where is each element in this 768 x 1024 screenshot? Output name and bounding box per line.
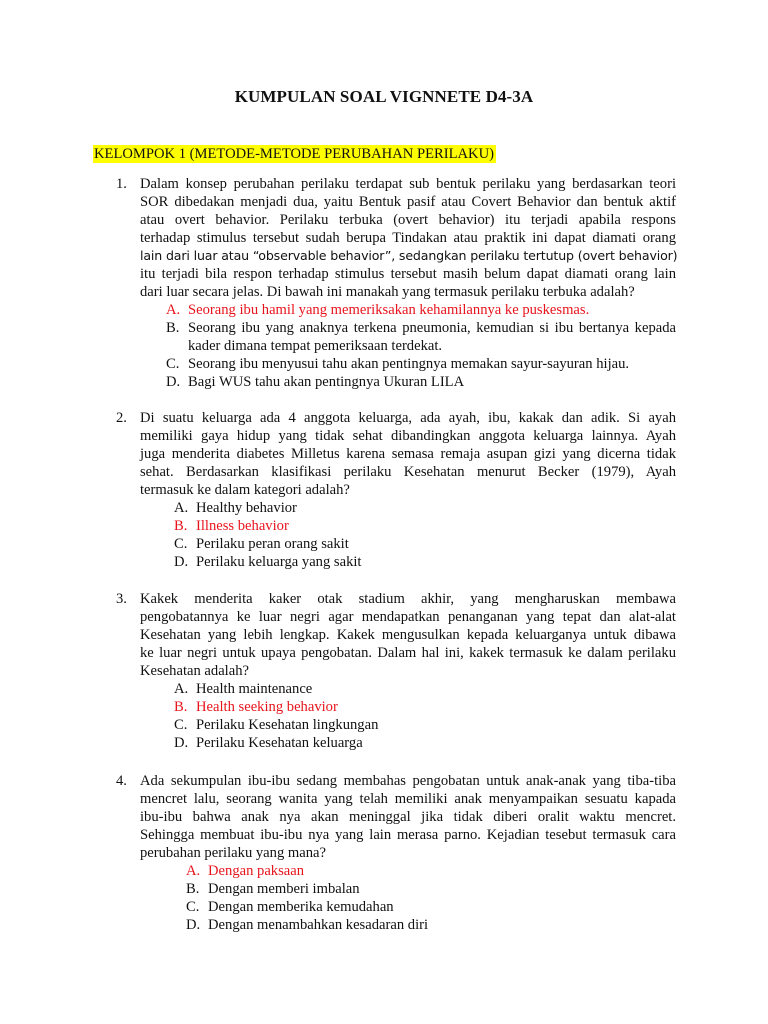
question-line: Sehingga membuat ibu-ibu nya yang lain merasa parno. Kejadian tesebut termasuk cara [140, 827, 676, 843]
option-text: Health seeking behavior [196, 699, 338, 715]
option-letter: C. [166, 356, 180, 372]
question-line: atau overt behavior. Perilaku terbuka (overt behavior) itu terjadi apabila respons [140, 212, 676, 228]
option-text: Perilaku keluarga yang sakit [196, 554, 362, 570]
answer-option [174, 734, 676, 752]
answer-options [174, 499, 676, 571]
answer-option-correct [174, 698, 676, 716]
question-line: Kesehatan yang lebih lengkap. Kakek mengusulkan kepada keluarganya untuk dibawa [140, 627, 676, 643]
question-text [140, 175, 676, 301]
option-text: Bagi WUS tahu akan pentingnya Ukuran LILA [188, 374, 465, 390]
question-line: terhadap stimulus tersebut sudah berupa Tindakan atau praktik ini dapat diamati orang [140, 230, 676, 246]
option-text: Seorang ibu hamil yang memeriksakan kehamilannya ke puskesmas. [188, 302, 590, 318]
question-line: Kesehatan adalah? [140, 663, 249, 679]
option-text: Dengan memberika kemudahan [208, 899, 394, 915]
question-line: sehat. Berdasarkan klasifikasi perilaku Kesehatan menurut Becker (1979), Ayah [140, 464, 676, 480]
question-line: Di suatu keluarga ada 4 anggota keluarga, ada ayah, ibu, kakak dan adik. Si ayah [140, 410, 676, 426]
option-letter: B. [174, 518, 188, 534]
option-letter: D. [166, 374, 181, 390]
option-letter: C. [174, 717, 188, 733]
answer-option [174, 535, 676, 553]
option-letter: B. [186, 881, 200, 897]
answer-options [174, 680, 676, 752]
question-line: dari luar secara jelas. Di bawah ini manakah yang termasuk perilaku terbuka adalah? [140, 284, 635, 300]
option-text: Dengan menambahkan kesadaran diri [208, 917, 429, 933]
question-line: SOR dibedakan menjadi dua, yaitu Bentuk pasif atau Covert Behavior dan bentuk aktif [140, 194, 676, 210]
answer-option-correct [166, 301, 676, 319]
question-line: Dalam konsep perubahan perilaku terdapat sub bentuk perilaku yang berdasarkan teori [140, 176, 676, 192]
option-text: Perilaku Kesehatan keluarga [196, 735, 363, 751]
question-line: Ada sekumpulan ibu-ibu sedang membahas pengobatan untuk anak-anak yang tiba-tiba [140, 773, 676, 789]
answer-option [186, 916, 676, 934]
option-letter: A. [166, 302, 181, 318]
question-text [140, 772, 676, 862]
answer-option [166, 355, 676, 373]
question-number: 4. [116, 773, 127, 789]
document-title: KUMPULAN SOAL VIGNNETE D4-3A [234, 87, 534, 106]
answer-option [174, 716, 676, 734]
answer-options [186, 862, 676, 934]
option-text: Seorang ibu yang anaknya terkena pneumonia, kemudian si ibu bertanya kepada kader dimana tempat pemeriksaan terdekat. [188, 320, 676, 354]
question-item [116, 772, 676, 934]
option-letter: B. [174, 699, 188, 715]
question-line: ibu-ibu bahwa anak nya akan meninggal jika tidak diberi oralit waktu mencret. [140, 809, 676, 825]
option-letter: C. [186, 899, 200, 915]
question-line: termasuk ke dalam kategori adalah? [140, 482, 350, 498]
option-letter: D. [174, 735, 189, 751]
option-letter: A. [174, 681, 189, 697]
group-heading: KELOMPOK 1 (METODE-METODE PERUBAHAN PERILAKU) [94, 146, 494, 162]
option-text: Healthy behavior [196, 500, 297, 516]
option-letter: B. [166, 320, 180, 336]
option-text: Perilaku Kesehatan lingkungan [196, 717, 379, 733]
option-text: Perilaku peran orang sakit [196, 536, 349, 552]
question-item [116, 409, 676, 571]
option-text: Illness behavior [196, 518, 289, 534]
answer-option [174, 499, 676, 517]
option-text: Health maintenance [196, 681, 313, 697]
option-letter: A. [174, 500, 189, 516]
question-line: ke luar negri untuk upaya pengobatan. Dalam hal ini, kakek termasuk ke dalam perilaku [140, 645, 676, 661]
question-line: Kakek menderita kaker otak stadium akhir, yang mengharuskan membawa [140, 591, 676, 607]
question-line: pengobatannya ke luar negri agar mendapatkan penanganan yang tepat dan alat-alat [140, 609, 676, 625]
option-letter: A. [186, 863, 201, 879]
question-text [140, 590, 676, 680]
answer-options [166, 301, 676, 391]
answer-option [166, 319, 676, 355]
question-item [116, 590, 676, 752]
question-line: lain dari luar atau “observable behavior”, sedangkan perilaku tertutup (overt behavior) [140, 248, 678, 263]
answer-option [186, 898, 676, 916]
answer-option [174, 680, 676, 698]
option-text: Seorang ibu menyusui tahu akan pentingnya memakan sayur-sayuran hijau. [188, 356, 630, 372]
question-item [116, 175, 676, 391]
option-letter: C. [174, 536, 188, 552]
question-text [140, 409, 676, 499]
question-line: mencret lalu, seorang wanita yang telah memiliki anak menyampaikan sesuatu kapada [140, 791, 676, 807]
option-letter: D. [174, 554, 189, 570]
answer-option [166, 373, 676, 391]
answer-option-correct [174, 517, 676, 535]
question-number: 1. [116, 176, 127, 192]
option-letter: D. [186, 917, 201, 933]
question-line: memiliki gaya hidup yang tidak sehat dibandingkan anggota keluarga lainnya. Ayah [140, 428, 676, 444]
question-line: juga menderita diabetes Milletus karena semasa remaja asupan gizi yang dicerna tidak [140, 446, 676, 462]
option-text: Dengan memberi imbalan [208, 881, 360, 897]
answer-option [186, 880, 676, 898]
answer-option-correct [186, 862, 676, 880]
question-number: 3. [116, 591, 127, 607]
question-line: itu terjadi bila respon terhadap stimulus tersebut masih belum dapat diamati orang lain [140, 266, 676, 282]
question-line: perubahan perilaku yang mana? [140, 845, 326, 861]
option-text: Dengan paksaan [208, 863, 305, 879]
question-number: 2. [116, 410, 127, 426]
answer-option [174, 553, 676, 571]
